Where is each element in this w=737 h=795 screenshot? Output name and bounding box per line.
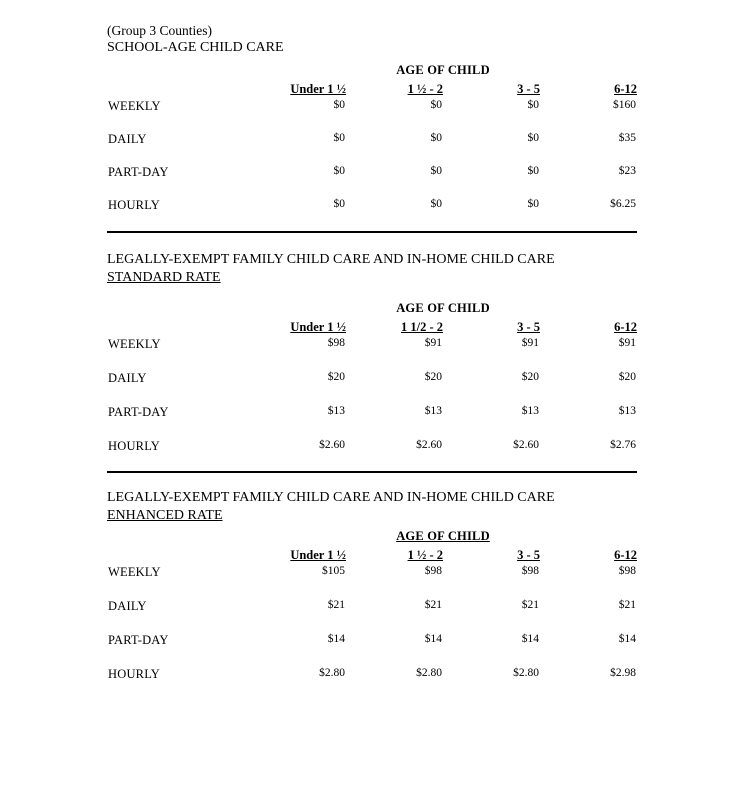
row-label-hourly: HOURLY <box>108 667 161 681</box>
row-label-weekly: WEEKLY <box>108 99 161 113</box>
column-header-under-1-half: Under 1 ½ <box>290 82 346 96</box>
table-row <box>107 98 637 131</box>
cell-part-day-under-1-half: $14 <box>327 633 345 645</box>
cell-part-day-under-1-half: $13 <box>327 405 345 417</box>
table-age-heading-row <box>107 529 637 548</box>
table-header-row <box>107 320 637 336</box>
section-title-line1: SCHOOL-AGE CHILD CARE <box>107 40 284 55</box>
column-header-1half-2: 1 ½ - 2 <box>407 548 443 562</box>
cell-hourly-under-1-half: $2.80 <box>319 667 345 679</box>
cell-hourly-6-12: $2.76 <box>610 439 636 451</box>
column-header-3-5: 3 - 5 <box>517 548 540 562</box>
cell-weekly-6-12: $91 <box>618 337 636 349</box>
cell-hourly-1half-2: $2.80 <box>416 667 442 679</box>
row-label-daily: DAILY <box>108 132 147 146</box>
row-label-weekly: WEEKLY <box>108 565 161 579</box>
row-label-daily: DAILY <box>108 599 147 613</box>
cell-daily-6-12: $35 <box>618 132 636 144</box>
spacer-cell <box>107 63 249 82</box>
row-label-part-day: PART-DAY <box>108 405 169 419</box>
section-title-school-age <box>107 39 637 57</box>
column-header-under-1-half: Under 1 ½ <box>290 320 346 334</box>
table-row <box>107 131 637 164</box>
column-header-3-5: 3 - 5 <box>517 320 540 334</box>
cell-part-day-6-12: $13 <box>618 405 636 417</box>
cell-daily-under-1-half: $21 <box>327 599 345 611</box>
cell-hourly-6-12: $2.98 <box>610 667 636 679</box>
section-title-enhanced-rate <box>107 489 637 525</box>
cell-daily-under-1-half: $20 <box>327 371 345 383</box>
age-of-child-heading: AGE OF CHILD <box>396 301 490 315</box>
table-header-row <box>107 548 637 564</box>
cell-weekly-under-1-half: $0 <box>333 99 345 111</box>
row-label-weekly: WEEKLY <box>108 337 161 351</box>
table-header-row <box>107 82 637 98</box>
cell-weekly-3-5: $98 <box>521 565 539 577</box>
cell-weekly-1half-2: $91 <box>424 337 442 349</box>
cell-weekly-1half-2: $98 <box>424 565 442 577</box>
table-row <box>107 370 637 404</box>
table-row <box>107 598 637 632</box>
cell-part-day-6-12: $23 <box>618 165 636 177</box>
row-label-header <box>107 548 249 564</box>
table-row <box>107 164 637 197</box>
cell-part-day-3-5: $13 <box>521 405 539 417</box>
spacer-cell <box>107 301 249 320</box>
column-header-1half-2: 1 1/2 - 2 <box>400 320 443 334</box>
section-divider-1 <box>107 231 637 233</box>
row-label-part-day: PART-DAY <box>108 633 169 647</box>
section-divider-2 <box>107 471 637 473</box>
section-title-line2: ENHANCED RATE <box>107 508 223 523</box>
table-age-heading-row <box>107 301 637 320</box>
column-header-6-12: 6-12 <box>614 82 637 96</box>
cell-hourly-1half-2: $0 <box>430 198 442 210</box>
table-row <box>107 666 637 684</box>
cell-daily-1half-2: $21 <box>424 599 442 611</box>
cell-part-day-under-1-half: $0 <box>333 165 345 177</box>
row-label-hourly: HOURLY <box>108 439 161 453</box>
table-row <box>107 404 637 438</box>
section-title-line1: LEGALLY-EXEMPT FAMILY CHILD CARE AND IN-HOME CHILD CARE <box>107 490 555 505</box>
row-label-daily: DAILY <box>108 371 147 385</box>
spacer-cell <box>107 529 249 548</box>
row-label-header <box>107 320 249 336</box>
section-title-line2: STANDARD RATE <box>107 270 221 285</box>
cell-part-day-1half-2: $14 <box>424 633 442 645</box>
cell-hourly-1half-2: $2.60 <box>416 439 442 451</box>
section-title-line1: LEGALLY-EXEMPT FAMILY CHILD CARE AND IN-HOME CHILD CARE <box>107 252 555 267</box>
document-subtitle: (Group 3 Counties) <box>107 23 212 38</box>
cell-weekly-under-1-half: $105 <box>322 565 345 577</box>
column-header-6-12: 6-12 <box>614 548 637 562</box>
table-row <box>107 564 637 598</box>
cell-hourly-3-5: $0 <box>527 198 539 210</box>
cell-part-day-6-12: $14 <box>618 633 636 645</box>
cell-daily-1half-2: $0 <box>430 132 442 144</box>
column-header-1half-2: 1 ½ - 2 <box>407 82 443 96</box>
cell-daily-3-5: $0 <box>527 132 539 144</box>
cell-weekly-1half-2: $0 <box>430 99 442 111</box>
cell-hourly-3-5: $2.80 <box>513 667 539 679</box>
cell-hourly-3-5: $2.60 <box>513 439 539 451</box>
age-of-child-heading: AGE OF CHILD <box>396 63 490 77</box>
table-row <box>107 632 637 666</box>
table-age-heading-row <box>107 63 637 82</box>
table-row <box>107 336 637 370</box>
cell-hourly-6-12: $6.25 <box>610 198 636 210</box>
cell-weekly-under-1-half: $98 <box>327 337 345 349</box>
cell-weekly-3-5: $91 <box>521 337 539 349</box>
cell-hourly-under-1-half: $2.60 <box>319 439 345 451</box>
rate-table-standard-rate <box>107 301 637 456</box>
cell-hourly-under-1-half: $0 <box>333 198 345 210</box>
section-title-standard-rate <box>107 251 637 287</box>
row-label-part-day: PART-DAY <box>108 165 169 179</box>
row-label-hourly: HOURLY <box>108 198 161 212</box>
cell-part-day-3-5: $0 <box>527 165 539 177</box>
cell-part-day-1half-2: $13 <box>424 405 442 417</box>
rate-table-school-age <box>107 63 637 215</box>
table-row <box>107 197 637 215</box>
cell-daily-3-5: $20 <box>521 371 539 383</box>
cell-daily-6-12: $20 <box>618 371 636 383</box>
cell-weekly-6-12: $98 <box>618 565 636 577</box>
cell-daily-6-12: $21 <box>618 599 636 611</box>
cell-daily-1half-2: $20 <box>424 371 442 383</box>
row-label-header <box>107 82 249 98</box>
rate-table-enhanced-rate <box>107 529 637 684</box>
column-header-6-12: 6-12 <box>614 320 637 334</box>
table-row <box>107 438 637 456</box>
column-header-under-1-half: Under 1 ½ <box>290 548 346 562</box>
age-of-child-heading: AGE OF CHILD <box>396 529 490 543</box>
cell-daily-3-5: $21 <box>521 599 539 611</box>
cell-weekly-3-5: $0 <box>527 99 539 111</box>
column-header-3-5: 3 - 5 <box>517 82 540 96</box>
cell-part-day-3-5: $14 <box>521 633 539 645</box>
cell-daily-under-1-half: $0 <box>333 132 345 144</box>
cell-part-day-1half-2: $0 <box>430 165 442 177</box>
cell-weekly-6-12: $160 <box>613 99 636 111</box>
